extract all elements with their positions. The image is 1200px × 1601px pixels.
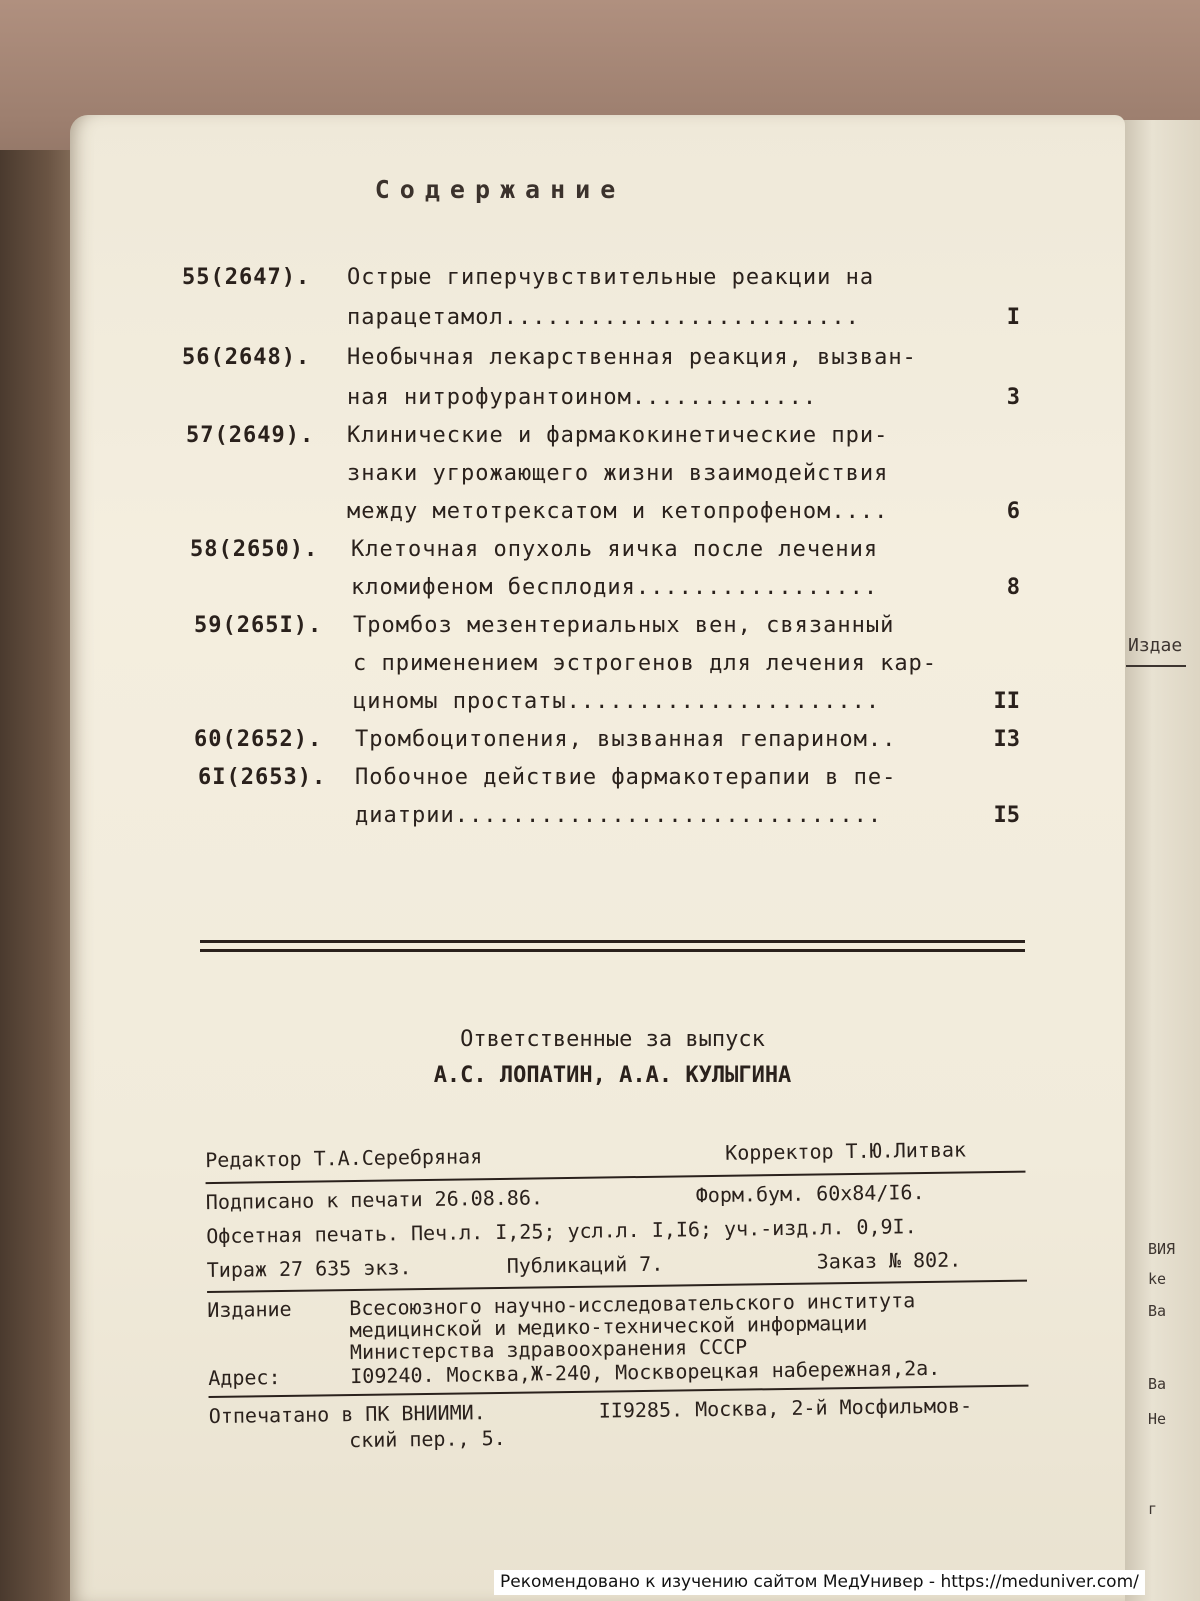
- publication-imprint: [205, 1134, 1075, 1453]
- toc-entry-page: 3: [1006, 385, 1020, 410]
- right-fragment: Не: [1148, 1410, 1167, 1428]
- right-fragment: Ва: [1148, 1302, 1167, 1320]
- right-fragment: Ва: [1148, 1375, 1167, 1393]
- toc-entry-page: 6: [1006, 499, 1020, 524]
- editor: Редактор Т.А.Серебряная: [205, 1144, 483, 1173]
- edition-line: медицинской и медико-технической информации: [349, 1310, 868, 1343]
- toc-entry-page: I3: [993, 727, 1020, 752]
- address-label: Адрес:: [208, 1365, 281, 1391]
- toc-entry-number: 60(2652).: [194, 727, 323, 752]
- toc-entry-line: циномы простаты......................: [353, 689, 881, 714]
- toc-entry-page: I: [1006, 305, 1020, 330]
- toc-entry-line: Побочное действие фармакотерапии в пе-: [355, 765, 897, 790]
- toc-entry-line: знаки угрожающего жизни взаимодействия: [347, 461, 889, 486]
- edition-line: Всесоюзного научно-исследовательского института: [349, 1288, 916, 1321]
- toc-entry-line: Клинические и фармакокинетические при-: [347, 423, 889, 448]
- book-spine-left: [0, 150, 80, 1601]
- toc-entry-line: Клеточная опухоль яичка после лечения: [351, 537, 879, 562]
- double-rule-top: [200, 940, 1025, 943]
- toc-entry-number: 58(2650).: [190, 537, 319, 562]
- printed-by: Отпечатано в ПК ВНИИМИ.: [208, 1400, 486, 1429]
- right-fragment: ke: [1148, 1270, 1167, 1288]
- signed-date: Подписано к печати 26.08.86.: [205, 1185, 544, 1215]
- right-page-snippet: Издае: [1128, 635, 1183, 656]
- toc-entry-line: Острые гиперчувствительные реакции на: [347, 265, 875, 290]
- toc-entry-line: Тромбоз мезентериальных вен, связанный: [353, 613, 895, 638]
- paper-format: Форм.бум. 60х84/I6.: [695, 1180, 925, 1208]
- edition-label: Издание: [207, 1296, 292, 1323]
- responsible-names: А.С. ЛОПАТИН, А.А. КУЛЫГИНА: [433, 1063, 792, 1088]
- toc-entry-number: 55(2647).: [182, 265, 311, 290]
- toc-entry-page: I5: [993, 803, 1020, 828]
- circulation: Тираж 27 635 экз.: [206, 1255, 412, 1283]
- toc-entry-line: Тромбоцитопения, вызванная гепарином..: [355, 727, 897, 752]
- toc-entry-number: 56(2648).: [182, 345, 311, 370]
- toc-entry-line: парацетамол.........................: [347, 305, 860, 330]
- toc-entry-line: с применением эстрогенов для лечения кар-: [353, 651, 938, 676]
- double-rule-bottom: [200, 949, 1025, 952]
- printer-address-cont: ский пер., 5.: [348, 1425, 506, 1453]
- watermark-caption: Рекомендовано к изучению сайтом МедУнивер - https://meduniver.com/: [494, 1570, 1145, 1595]
- printer-address: II9285. Москва, 2-й Мосфильмов-: [598, 1393, 973, 1423]
- toc-entry-page: 8: [1006, 575, 1020, 600]
- book-page: [70, 115, 1125, 1601]
- corrector: Корректор Т.Ю.Литвак: [725, 1137, 967, 1165]
- toc-entry-number: 57(2649).: [186, 423, 315, 448]
- right-page-rule: [1126, 665, 1186, 667]
- toc-entry-line: ная нитрофурантоином.............: [347, 385, 818, 410]
- toc-entry-number: 59(265I).: [194, 613, 323, 638]
- toc-entry-line: между метотрексатом и кетопрофеном....: [347, 499, 889, 524]
- responsible-heading: Ответственные за выпуск: [460, 1027, 765, 1052]
- contents-title: Содержание: [374, 175, 626, 204]
- edition-line: Министерства здравоохранения СССР: [349, 1334, 748, 1365]
- toc-entry-line: кломифеном бесплодия.................: [351, 575, 879, 600]
- order-number: Заказ № 802.: [816, 1247, 962, 1274]
- print-details: Офсетная печать. Печ.л. I,25; усл.л. I,I6; уч.-изд.л. 0,9I.: [206, 1214, 917, 1249]
- right-fragment: г: [1148, 1500, 1158, 1518]
- toc-entry-number: 6I(2653).: [198, 765, 327, 790]
- toc-entry-page: II: [993, 689, 1020, 714]
- toc-entry-line: диатрии..............................: [355, 803, 883, 828]
- right-fragment: ВИЯ: [1148, 1240, 1176, 1258]
- address: I09240. Москва,Ж-240, Москворецкая набережная,2а.: [350, 1355, 941, 1389]
- publications-count: Публикаций 7.: [506, 1251, 664, 1278]
- toc-entry-line: Необычная лекарственная реакция, вызван-: [347, 345, 917, 370]
